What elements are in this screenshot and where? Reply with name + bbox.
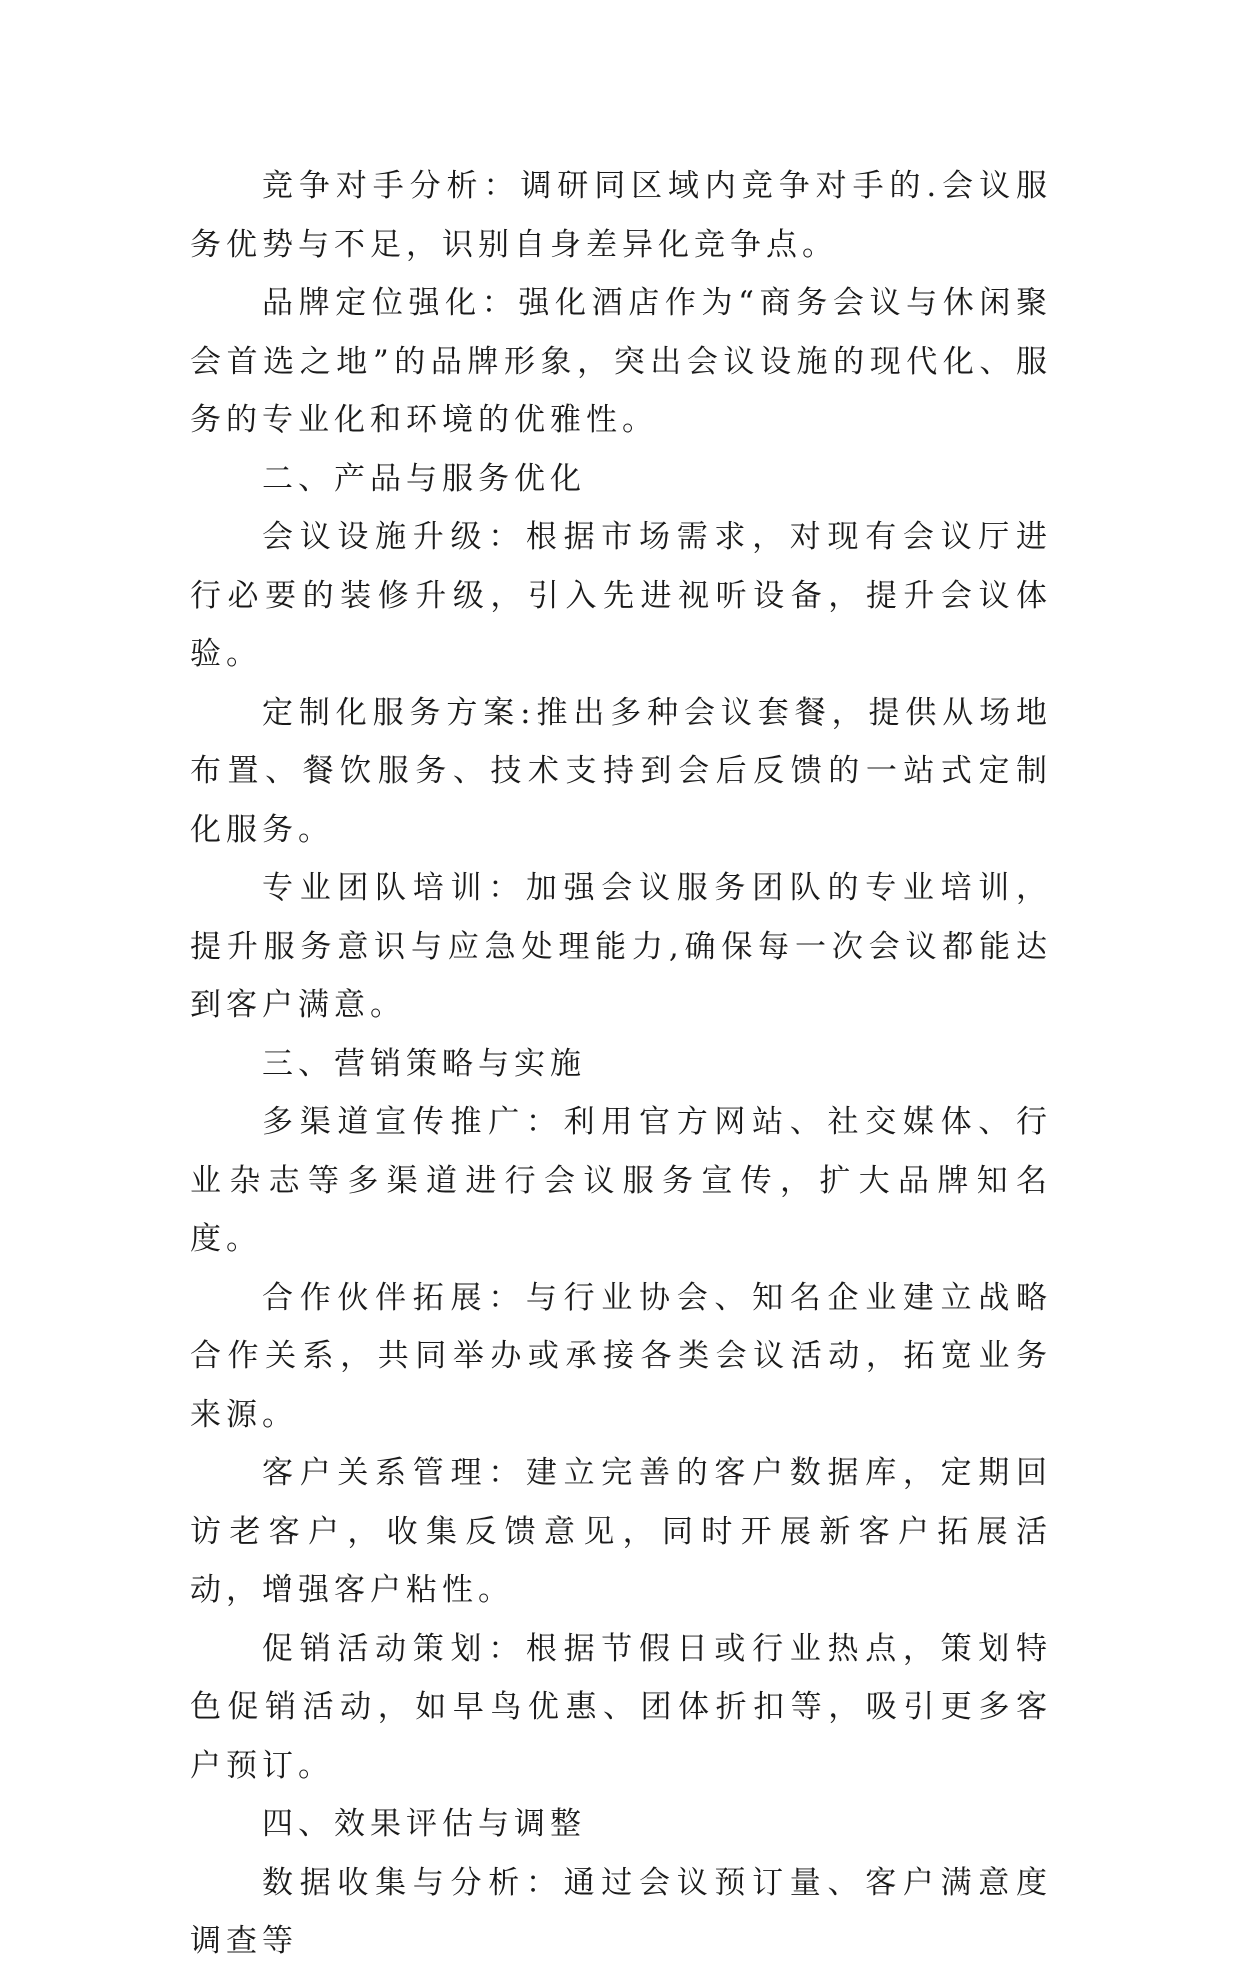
section-heading-product-service: 二、产品与服务优化 (262, 460, 586, 497)
section-heading-marketing: 三、营销策略与实施 (262, 1045, 586, 1082)
paragraph-facility-upgrade: 会议设施升级：根据市场需求，对现有会议厅进行必要的装修升级，引入先进视听设备，提升会议体验。 (190, 519, 1052, 672)
paragraph-crm: 客户关系管理：建立完善的客户数据库，定期回访老客户，收集反馈意见，同时开展新客户拓展活动，增强客户粘性。 (190, 1455, 1052, 1608)
section-heading-evaluation: 四、效果评估与调整 (262, 1806, 586, 1842)
paragraph-custom-service: 定制化服务方案:推出多种会议套餐，提供从场地布置、餐饮服务、技术支持到会后反馈的一站式定制化服务。 (190, 694, 1052, 848)
document-body (190, 157, 1052, 1971)
paragraph-team-training: 专业团队培训：加强会议服务团队的专业培训，提升服务意识与应急处理能力,确保每一次会议都能达到客户满意。 (190, 870, 1052, 1023)
paragraph-data-analysis: 数据收集与分析：通过会议预订量、客户满意度调查等 (190, 1864, 1052, 1959)
paragraph-brand-positioning: 品牌定位强化：强化酒店作为“商务会议与休闲聚会首选之地”的品牌形象，突出会议设施的现代化、服务的专业化和环境的优雅性。 (190, 285, 1052, 438)
paragraph-multichannel-promotion: 多渠道宣传推广：利用官方网站、社交媒体、行业杂志等多渠道进行会议服务宣传，扩大品牌知名度。 (190, 1104, 1052, 1257)
paragraph-partner-expansion: 合作伙伴拓展：与行业协会、知名企业建立战略合作关系，共同举办或承接各类会议活动，拓宽业务来源。 (190, 1279, 1052, 1433)
paragraph-promotion-planning: 促销活动策划：根据节假日或行业热点，策划特色促销活动，如早鸟优惠、团体折扣等，吸引更多客户预订。 (190, 1630, 1052, 1784)
paragraph-competitor-analysis: 竞争对手分析：调研同区域内竞争对手的.会议服务优势与不足，识别自身差异化竞争点。 (190, 168, 1052, 263)
